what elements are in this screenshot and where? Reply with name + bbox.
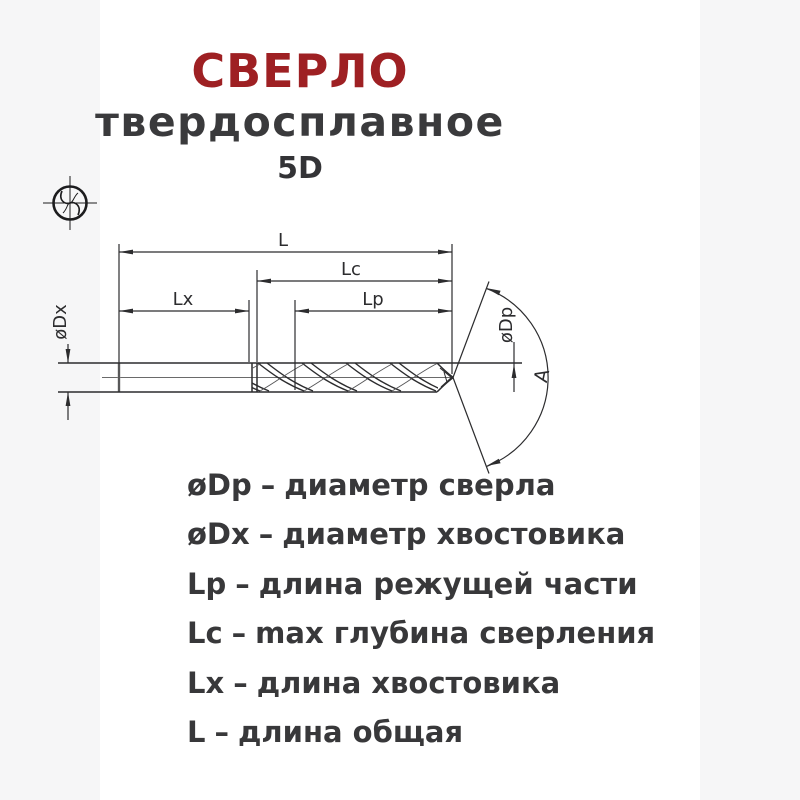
- legend-separator: –: [214, 715, 229, 750]
- dim-label-Dp: øDp: [496, 306, 517, 344]
- dim-label-L: L: [277, 230, 289, 251]
- legend-desc: диаметр хвостовика: [282, 517, 626, 552]
- legend-item-L: [187, 708, 700, 757]
- legend-separator: –: [260, 468, 276, 502]
- legend-item-Lp: [187, 560, 700, 609]
- legend-item-Dx: [187, 510, 700, 559]
- legend-term: Lp: [187, 566, 227, 601]
- dim-label-Lp: Lp: [362, 289, 384, 310]
- legend-desc: длина режущей части: [258, 566, 638, 601]
- title-block: [0, 46, 600, 185]
- legend-desc: длина хвостовика: [256, 665, 561, 700]
- legend-term: Lx: [187, 665, 225, 700]
- legend-desc: длина общая: [237, 715, 464, 750]
- dim-label-Lx: Lx: [172, 289, 194, 310]
- legend-item-Dp: [187, 461, 700, 510]
- dim-label-A: A: [530, 367, 555, 385]
- legend-item-Lc: [187, 609, 700, 658]
- extension-lines: [119, 244, 452, 392]
- drill-dimension-diagram: [30, 170, 570, 480]
- legend-term: øDp: [187, 468, 252, 502]
- size-designation: 5D: [277, 150, 323, 186]
- legend-separator: –: [233, 665, 248, 700]
- page-title: СВЕРЛО: [191, 44, 409, 98]
- legend-desc: max глубина сверления: [255, 616, 656, 651]
- dim-label-Dx: øDx: [50, 304, 71, 340]
- legend-separator: –: [235, 566, 250, 601]
- legend-separator: –: [258, 517, 274, 552]
- page-subtitle: твердосплавное: [95, 97, 505, 146]
- legend: [100, 461, 700, 757]
- dimension-arrowheads: [66, 250, 517, 466]
- legend-term: Lc: [187, 616, 223, 651]
- legend-separator: –: [231, 616, 247, 651]
- dim-label-Lc: Lc: [341, 259, 361, 280]
- legend-term: øDx: [187, 517, 250, 552]
- legend-term: L: [187, 715, 206, 750]
- legend-desc: диаметр сверла: [284, 468, 556, 502]
- legend-item-Lx: [187, 659, 700, 708]
- dimension-lines: [68, 252, 514, 420]
- drill-end-view-icon: [43, 176, 97, 230]
